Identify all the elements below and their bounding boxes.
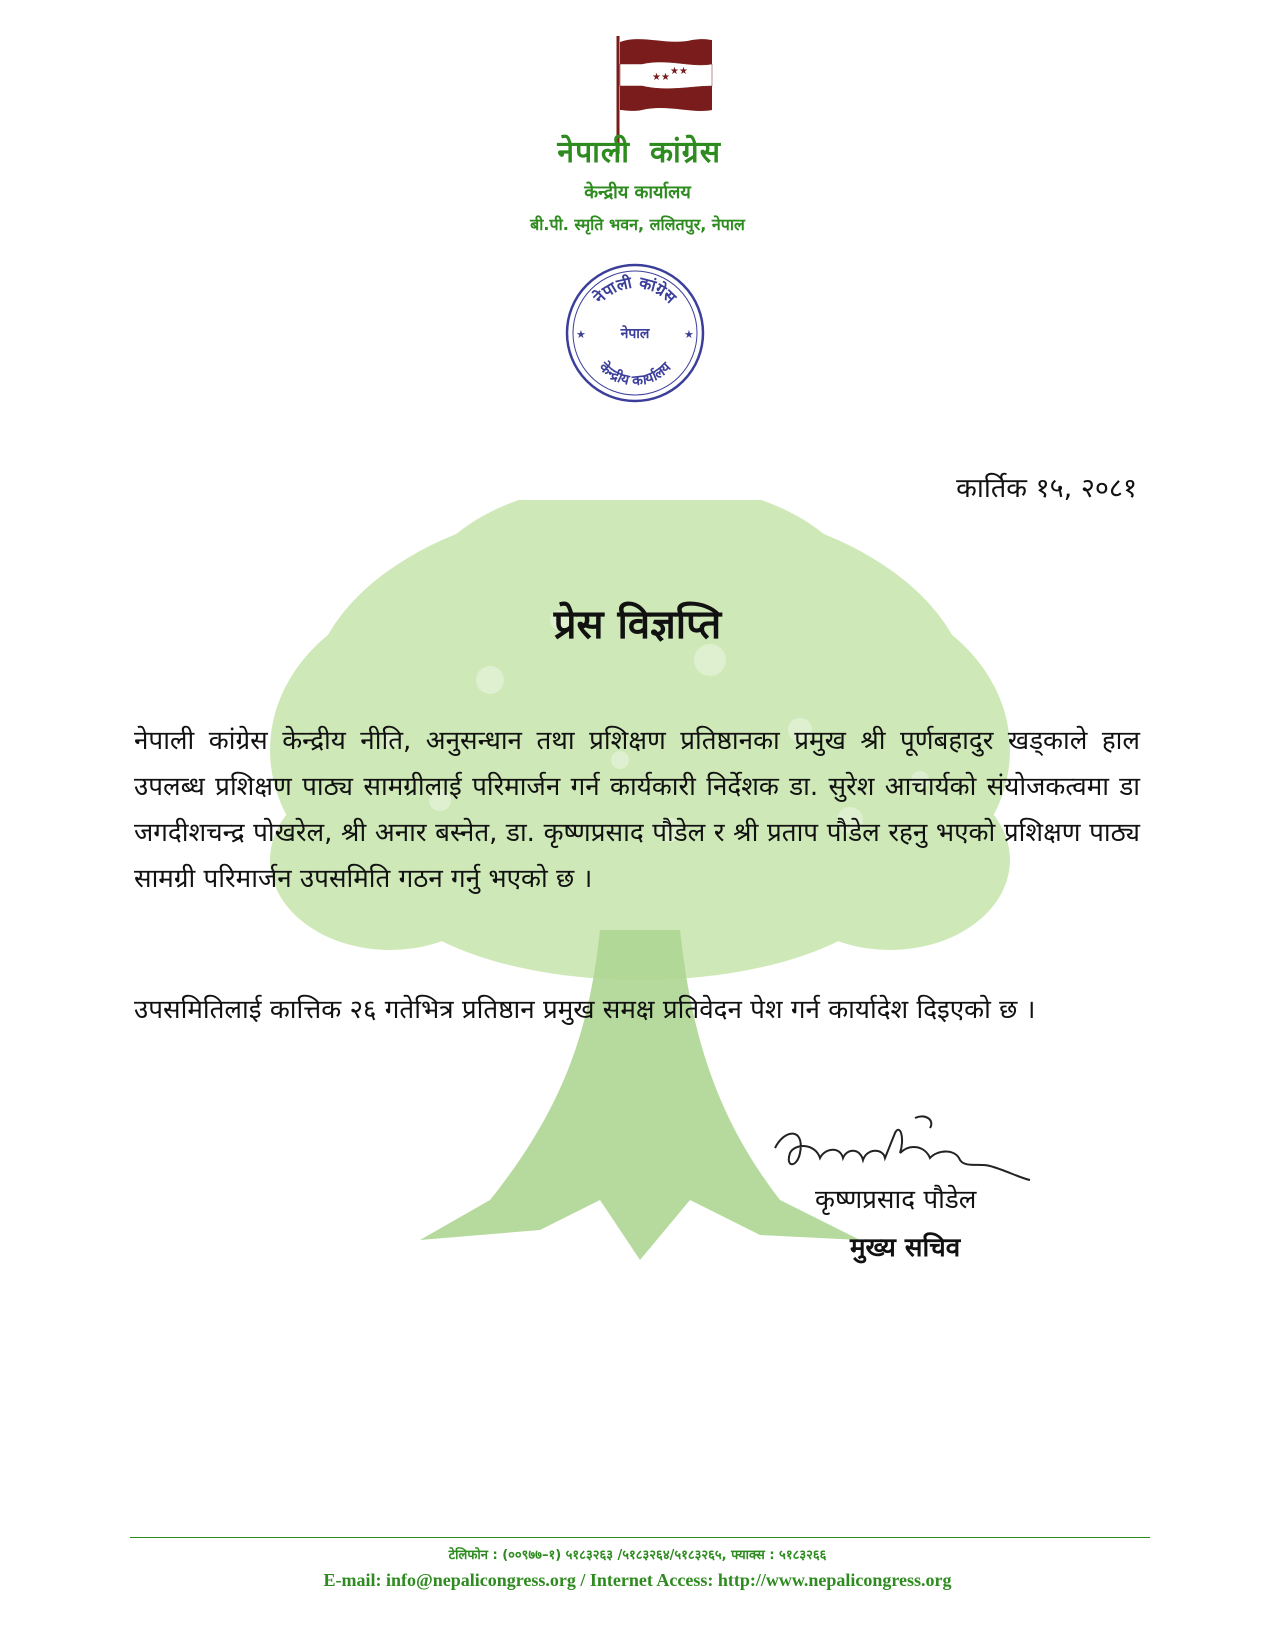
body-paragraph-2: उपसमितिलाई कात्तिक २६ गतेभित्र प्रतिष्ठान प्रमुख समक्ष प्रतिवेदन पेश गर्न कार्यादेश दिइएको छ ।: [134, 995, 1036, 1025]
official-seal-stamp: [560, 258, 710, 408]
handwritten-signature: [765, 1108, 1045, 1188]
svg-text:★★: ★★: [670, 66, 688, 77]
svg-text:नेपाली कांग्रेस: [589, 273, 681, 308]
footer-phone-line: टेलिफोन : (००९७७–१) ५१८३२६३ /५१८३२६४/५१८३२६५, फ्याक्स : ५१८३२६६: [448, 1548, 827, 1563]
seal-bottom-text: केन्द्रीय कार्यालय: [595, 359, 675, 390]
document-date: कार्तिक १५, २०८१: [956, 473, 1137, 504]
svg-text:★★: ★★: [652, 72, 670, 83]
seal-top-text: नेपाली कांग्रेस: [589, 272, 681, 307]
body-paragraph-1: नेपाली कांग्रेस केन्द्रीय नीति, अनुसन्धान तथा प्रशिक्षण प्रतिष्ठानका प्रमुख श्री पूर्णबहादुर खड्काले हाल उपलब्ध प्रशिक्षण पाठ्य सामग्रीलाई परिमार्जन गर्न कार्यकारी निर्देशक डा. सुरेश आचार्यको संयोजकत्वमा डा जगदीशचन्द्र पोखरेल, श्री अनार बस्नेत, डा. कृष्णप्रसाद पौडेल र श्री प्रताप पौडेल रहनु भएको प्रशिक्षण पाठ्य सामग्री परिमार्जन उपसमिति गठन गर्नु भएको छ ।: [134, 726, 1140, 894]
organization-name-right: कांग्रेस: [650, 135, 722, 170]
svg-text:केन्द्रीय कार्यालय: [595, 358, 675, 390]
seal-star-icon: ★: [684, 328, 694, 341]
footer-divider: [130, 1537, 1150, 1538]
signatory-name: कृष्णप्रसाद पौडेल: [815, 1185, 977, 1215]
organization-name-left: नेपाली: [557, 135, 630, 170]
document-title: प्रेस विज्ञप्ति: [553, 602, 722, 648]
office-name: केन्द्रीय कार्यालय: [584, 182, 691, 203]
signatory-title: मुख्य सचिव: [850, 1233, 961, 1263]
seal-center-text: नेपाल: [620, 326, 650, 342]
footer-contact-line: E-mail: info@nepalicongress.org / Internet Access: http://www.nepalicongress.org: [323, 1570, 952, 1590]
seal-star-icon: ★: [576, 328, 586, 341]
office-address: बी.पी. स्मृति भवन, ललितपुर, नेपाल: [530, 215, 745, 234]
